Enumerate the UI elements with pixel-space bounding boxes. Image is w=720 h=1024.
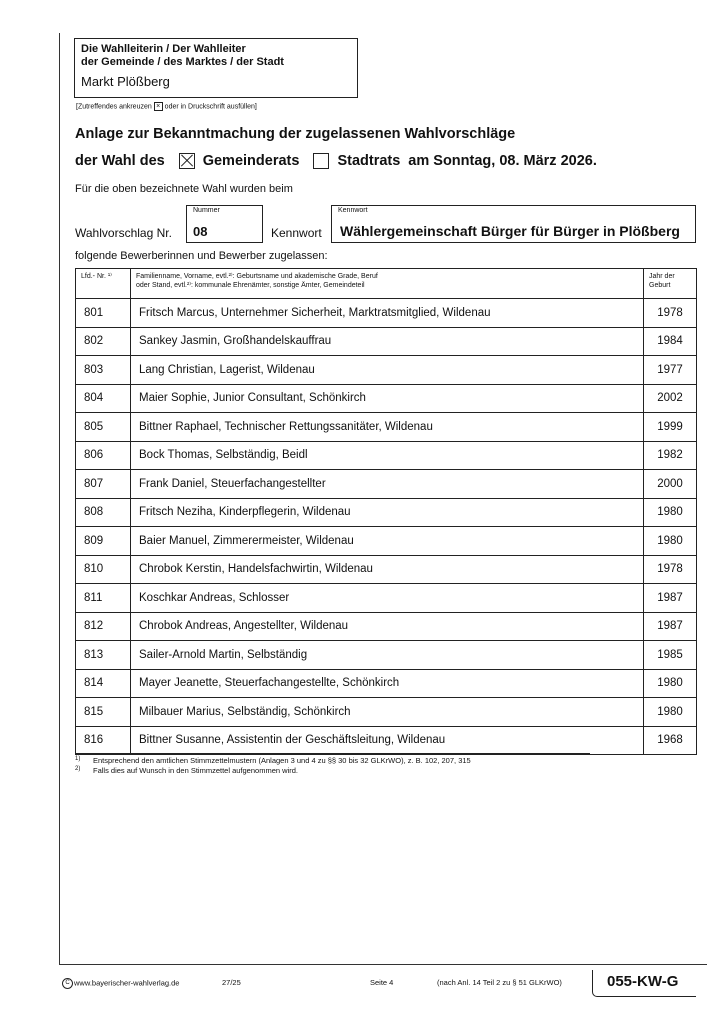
table-row bbox=[76, 726, 697, 755]
leader-title-line2: der Gemeinde / des Marktes / der Stadt bbox=[81, 56, 284, 68]
crossed-box-icon: × bbox=[154, 102, 163, 111]
candidate-details: Koschkar Andreas, Schlosser bbox=[131, 584, 644, 613]
header-name bbox=[131, 269, 644, 299]
candidate-details: Bock Thomas, Selbständig, Beidl bbox=[131, 441, 644, 470]
candidate-details: Fritsch Neziha, Kinderpflegerin, Wildenau bbox=[131, 498, 644, 527]
candidate-number: 811 bbox=[76, 584, 131, 613]
footer-page-number: Seite 4 bbox=[370, 978, 394, 987]
birth-year: 1982 bbox=[644, 441, 697, 470]
candidate-number: 812 bbox=[76, 612, 131, 641]
header-name-line2: oder Stand, evtl.²⁾: kommunale Ehrenämter, sonstige Ämter, Gemeindeteil bbox=[136, 282, 365, 289]
candidate-number: 801 bbox=[76, 299, 131, 328]
proposal-label: Wahlvorschlag Nr. bbox=[75, 226, 172, 240]
birth-year: 1978 bbox=[644, 299, 697, 328]
candidate-number: 802 bbox=[76, 327, 131, 356]
birth-year: 1987 bbox=[644, 612, 697, 641]
footnote-2-text: Falls dies auf Wunsch in den Stimmzettel aufgenommen wird. bbox=[93, 766, 298, 775]
footnote-2-mark: 2) bbox=[75, 766, 81, 772]
table-row bbox=[76, 384, 697, 413]
footnote-1-text: Entsprechend den amtlichen Stimmzettelmustern (Anlagen 3 und 4 zu §§ 30 bis 32 GLKrWO), z. B. 102, 207, 315 bbox=[93, 756, 471, 765]
election-date: am Sonntag, 08. März 2026. bbox=[408, 153, 597, 169]
table-row bbox=[76, 356, 697, 385]
header-year: Jahr der Geburt bbox=[644, 269, 697, 299]
leader-title-line1: Die Wahlleiterin / Der Wahlleiter bbox=[81, 43, 246, 55]
birth-year: 1984 bbox=[644, 327, 697, 356]
table-row bbox=[76, 470, 697, 499]
birth-year: 1987 bbox=[644, 584, 697, 613]
table-header-row bbox=[76, 269, 697, 299]
table-row bbox=[76, 498, 697, 527]
candidate-details: Bittner Raphael, Technischer Rettungssanitäter, Wildenau bbox=[131, 413, 644, 442]
footnote-1 bbox=[75, 756, 471, 765]
election-prefix: der Wahl des bbox=[75, 153, 165, 169]
birth-year: 1968 bbox=[644, 726, 697, 755]
copyright-icon: C bbox=[62, 978, 73, 989]
keyword-caption: Kennwort bbox=[338, 207, 368, 214]
number-caption: Nummer bbox=[193, 207, 220, 214]
footer-version: 27/25 bbox=[222, 978, 241, 987]
hint-text-after: oder in Druckschrift ausfüllen] bbox=[164, 103, 257, 111]
candidate-number: 805 bbox=[76, 413, 131, 442]
birth-year: 1980 bbox=[644, 669, 697, 698]
birth-year: 1980 bbox=[644, 698, 697, 727]
page-frame-bottom-border bbox=[59, 964, 707, 965]
birth-year: 2000 bbox=[644, 470, 697, 499]
candidate-number: 815 bbox=[76, 698, 131, 727]
candidate-details: Chrobok Kerstin, Handelsfachwirtin, Wildenau bbox=[131, 555, 644, 584]
publisher-site: www.bayerischer-wahlverlag.de bbox=[74, 978, 180, 988]
candidate-number: 809 bbox=[76, 527, 131, 556]
fill-instruction bbox=[76, 102, 257, 111]
table-row bbox=[76, 555, 697, 584]
form-code: 055-KW-G bbox=[607, 973, 679, 990]
candidates-intro: folgende Bewerberinnen und Bewerber zugelassen: bbox=[75, 250, 328, 262]
keyword-label: Kennwort bbox=[271, 226, 322, 240]
candidate-number: 813 bbox=[76, 641, 131, 670]
checkbox-stadtrats[interactable] bbox=[313, 153, 329, 169]
header-name-line1: Familienname, Vorname, evtl.²⁾: Geburtsname und akademische Grade, Beruf bbox=[136, 273, 378, 280]
candidate-number: 810 bbox=[76, 555, 131, 584]
candidate-number: 808 bbox=[76, 498, 131, 527]
birth-year: 2002 bbox=[644, 384, 697, 413]
candidate-details: Fritsch Marcus, Unternehmer Sicherheit, Marktratsmitglied, Wildenau bbox=[131, 299, 644, 328]
candidate-details: Frank Daniel, Steuerfachangestellter bbox=[131, 470, 644, 499]
footer-publisher bbox=[62, 978, 179, 989]
keyword-field bbox=[331, 205, 696, 243]
candidate-number: 803 bbox=[76, 356, 131, 385]
table-row bbox=[76, 641, 697, 670]
candidate-number: 804 bbox=[76, 384, 131, 413]
intro-text: Für die oben bezeichnete Wahl wurden beim bbox=[75, 183, 293, 195]
election-leader-box bbox=[74, 38, 358, 98]
page-frame-left-border bbox=[59, 33, 60, 965]
table-row bbox=[76, 612, 697, 641]
candidate-details: Chrobok Andreas, Angestellter, Wildenau bbox=[131, 612, 644, 641]
footer-legal-reference: (nach Anl. 14 Teil 2 zu § 51 GLKrWO) bbox=[437, 978, 562, 987]
document-title: Anlage zur Bekanntmachung der zugelassenen Wahlvorschläge bbox=[75, 126, 516, 142]
hint-text-before: [Zutreffendes ankreuzen bbox=[76, 103, 152, 111]
table-row bbox=[76, 327, 697, 356]
header-nr: Lfd.- Nr. ¹⁾ bbox=[76, 269, 131, 299]
candidate-number: 816 bbox=[76, 726, 131, 755]
birth-year: 1985 bbox=[644, 641, 697, 670]
table-row bbox=[76, 299, 697, 328]
option-label-gemeinderats: Gemeinderats bbox=[202, 153, 300, 169]
candidate-number: 806 bbox=[76, 441, 131, 470]
candidates-table bbox=[75, 268, 697, 755]
candidate-number: 807 bbox=[76, 470, 131, 499]
candidate-details: Bittner Susanne, Assistentin der Geschäftsleitung, Wildenau bbox=[131, 726, 644, 755]
footnote-1-mark: 1) bbox=[75, 756, 81, 762]
municipality-name: Markt Plößberg bbox=[81, 74, 170, 89]
candidate-details: Baier Manuel, Zimmerermeister, Wildenau bbox=[131, 527, 644, 556]
birth-year: 1980 bbox=[644, 527, 697, 556]
checkbox-gemeinderats[interactable] bbox=[179, 153, 195, 169]
candidate-details: Milbauer Marius, Selbständig, Schönkirch bbox=[131, 698, 644, 727]
candidate-details: Lang Christian, Lagerist, Wildenau bbox=[131, 356, 644, 385]
table-body bbox=[76, 299, 697, 755]
keyword-value: Wählergemeinschaft Bürger für Bürger in Plößberg bbox=[340, 223, 680, 239]
table-row bbox=[76, 413, 697, 442]
table-row bbox=[76, 584, 697, 613]
candidate-details: Sankey Jasmin, Großhandelskauffrau bbox=[131, 327, 644, 356]
footnote-divider bbox=[75, 753, 590, 754]
footnote-2 bbox=[75, 766, 298, 775]
table-row bbox=[76, 698, 697, 727]
candidate-details: Maier Sophie, Junior Consultant, Schönkirch bbox=[131, 384, 644, 413]
table-row bbox=[76, 441, 697, 470]
birth-year: 1978 bbox=[644, 555, 697, 584]
table-row bbox=[76, 669, 697, 698]
proposal-number: 08 bbox=[193, 224, 208, 239]
proposal-number-field bbox=[186, 205, 263, 243]
election-type-line bbox=[75, 153, 597, 169]
option-label-stadtrats: Stadtrats bbox=[337, 153, 401, 169]
table-row bbox=[76, 527, 697, 556]
form-code-box bbox=[592, 970, 696, 997]
candidate-number: 814 bbox=[76, 669, 131, 698]
birth-year: 1999 bbox=[644, 413, 697, 442]
candidate-details: Sailer-Arnold Martin, Selbständig bbox=[131, 641, 644, 670]
birth-year: 1977 bbox=[644, 356, 697, 385]
birth-year: 1980 bbox=[644, 498, 697, 527]
candidate-details: Mayer Jeanette, Steuerfachangestellte, Schönkirch bbox=[131, 669, 644, 698]
